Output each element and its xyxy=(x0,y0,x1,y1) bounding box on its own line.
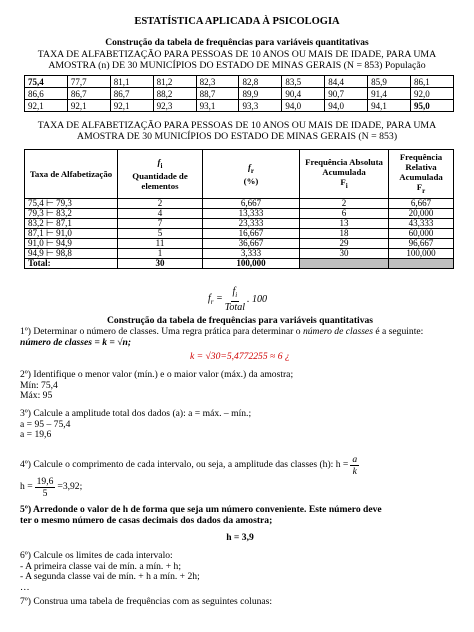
step-4: 4º) Calcule o comprimento de cada intervalo, ou seja, a amplitude das classes (h): h = $\frac{a}{k}$ xyxy=(20,454,358,477)
h-value: h = 3,9 xyxy=(226,532,254,543)
cell-Fi: 18 xyxy=(300,228,389,238)
step-3: 3º) Calcule a amplitude total dos dados (a): a = máx. – mín.; a = 95 – 75,4 a = 19,6 xyxy=(20,408,252,440)
raw-data-cell: 84,4 xyxy=(325,76,368,88)
section2-title: Construção da tabela de frequências para variáveis quantitativas xyxy=(106,315,374,326)
raw-data-cell: 81,1 xyxy=(110,76,153,88)
raw-data-cell: 82,3 xyxy=(196,76,239,88)
page-title: ESTATÍSTICA APLICADA À PSICOLOGIA xyxy=(134,16,340,27)
raw-data-row xyxy=(25,88,454,100)
raw-data-table xyxy=(24,75,454,112)
classes-calc: k = √30=5,4772255 ≈ 6 ¿ xyxy=(190,351,290,362)
table-row xyxy=(25,248,454,258)
cell-fi: 1 xyxy=(118,248,203,258)
caption-line: AMOSTRA (n) DE 30 MUNICÍPIOS DO ESTADO DE MINAS GERAIS (N = 853) População xyxy=(48,60,426,71)
cell-cls: 91,0 ⊢ 94,9 xyxy=(25,238,118,248)
col-header-class: Taxa de Alfabetização xyxy=(25,150,118,199)
step-2: 2º) Identifique o menor valor (mín.) e o maior valor (máx.) da amostra; Mín: 75,4 Máx: 95 xyxy=(20,369,294,401)
raw-data-cell: 92,0 xyxy=(411,88,454,100)
cell-fr: 13,333 xyxy=(203,208,300,218)
col-header-Fr: Frequência Relativa Acumulada $F_r$ xyxy=(389,150,454,199)
raw-data-cell: 86,1 xyxy=(411,76,454,88)
raw-data-cell: 94,1 xyxy=(368,100,411,112)
cell-Fi: 30 xyxy=(300,248,389,258)
cell-fr: 36,667 xyxy=(203,238,300,248)
col-header-Fi: Frequência Absoluta Acumulada $F_i$ xyxy=(300,150,389,199)
empty-cell xyxy=(389,258,454,268)
raw-data-cell: 88,7 xyxy=(196,88,239,100)
table-row xyxy=(25,208,454,218)
cell-fi: 5 xyxy=(118,228,203,238)
raw-data-cell: 94,0 xyxy=(325,100,368,112)
cell-cls: 87,1 ⊢ 91,0 xyxy=(25,228,118,238)
cell-Fi: 2 xyxy=(300,198,389,208)
h-calc: h = $\frac{19,6}{5}$ =3,92; xyxy=(20,476,83,499)
cell-Fr: 60,000 xyxy=(389,228,454,238)
cell-fr: 3,333 xyxy=(203,248,300,258)
table-row xyxy=(25,218,454,228)
raw-data-cell: 86,7 xyxy=(110,88,153,100)
raw-data-cell: 93,1 xyxy=(196,100,239,112)
total-fi: 30 xyxy=(118,258,203,268)
cell-Fr: 100,000 xyxy=(389,248,454,258)
raw-data-cell: 75,4 xyxy=(25,76,68,88)
table2-caption xyxy=(20,120,454,142)
raw-data-cell: 86,6 xyxy=(25,88,68,100)
cell-Fi: 6 xyxy=(300,208,389,218)
cell-fr: 23,333 xyxy=(203,218,300,228)
caption-line: TAXA DE ALFABETIZAÇÃO PARA PESSOAS DE 10 ANOS OU MAIS DE IDADE, PARA UMA xyxy=(37,120,437,131)
raw-data-cell: 90,7 xyxy=(325,88,368,100)
raw-data-cell: 94,0 xyxy=(282,100,325,112)
total-row xyxy=(25,258,454,268)
cell-Fr: 20,000 xyxy=(389,208,454,218)
raw-data-cell: 81,2 xyxy=(153,76,196,88)
cell-Fr: 6,667 xyxy=(389,198,454,208)
cell-Fr: 43,333 xyxy=(389,218,454,228)
raw-data-cell: 83,5 xyxy=(282,76,325,88)
cell-fr: 16,667 xyxy=(203,228,300,238)
frequency-table xyxy=(24,149,454,269)
table-row xyxy=(25,238,454,248)
raw-data-cell: 85,9 xyxy=(368,76,411,88)
total-label: Total: xyxy=(25,258,118,268)
step-7: 7º) Construa uma tabela de frequências com as seguintes colunas: xyxy=(20,596,273,607)
step-1: 1º) Determinar o número de classes. Uma regra prática para determinar o número de classes é a seguinte: número de classes = k = √n; xyxy=(20,327,460,348)
col-header-fi: $f_i$ Quantidade de elementos xyxy=(118,150,203,199)
cell-cls: 75,4 ⊢ 79,3 xyxy=(25,198,118,208)
cell-Fr: 96,667 xyxy=(389,238,454,248)
col-header-fr: $f_r$ (%) xyxy=(203,150,300,199)
cell-fi: 4 xyxy=(118,208,203,218)
total-fr: 100,000 xyxy=(203,258,300,268)
raw-data-cell: 90,4 xyxy=(282,88,325,100)
raw-data-cell: 92,1 xyxy=(67,100,110,112)
raw-data-row xyxy=(25,76,454,88)
raw-data-cell: 89,9 xyxy=(239,88,282,100)
raw-data-cell: 92,1 xyxy=(110,100,153,112)
cell-cls: 94,9 ⊢ 98,8 xyxy=(25,248,118,258)
caption-line: AMOSTRA DE 30 MUNICÍPIOS DO ESTADO DE MINAS GERAIS (N = 853) xyxy=(76,131,398,142)
classes-rule: número de classes = k = √n; xyxy=(20,336,132,348)
cell-cls: 83,2 ⊢ 87,1 xyxy=(25,218,118,228)
raw-data-cell: 77,7 xyxy=(67,76,110,88)
raw-data-cell: 92,1 xyxy=(25,100,68,112)
cell-fi: 2 xyxy=(118,198,203,208)
cell-fi: 7 xyxy=(118,218,203,228)
raw-data-cell: 82,8 xyxy=(239,76,282,88)
raw-data-cell: 92,3 xyxy=(153,100,196,112)
empty-cell xyxy=(300,258,389,268)
section-title: Construção da tabela de frequências para variáveis quantitativas xyxy=(105,38,369,48)
cell-fr: 6,667 xyxy=(203,198,300,208)
raw-data-cell: 91,4 xyxy=(368,88,411,100)
cell-fi: 11 xyxy=(118,238,203,248)
cell-cls: 79,3 ⊢ 83,2 xyxy=(25,208,118,218)
cell-Fi: 13 xyxy=(300,218,389,228)
raw-data-cell: 93,3 xyxy=(239,100,282,112)
table-row xyxy=(25,228,454,238)
relative-frequency-formula: $f_r$ = $\frac{f_i}{\text{Total}}$ . 100 xyxy=(208,286,267,313)
raw-data-cell: 88,2 xyxy=(153,88,196,100)
table1-caption xyxy=(20,49,454,71)
table-row xyxy=(25,198,454,208)
caption-line: TAXA DE ALFABETIZAÇÃO PARA PESSOAS DE 10 ANOS OU MAIS DE IDADE, PARA UMA xyxy=(37,49,437,60)
step-6: 6º) Calcule os limites de cada intervalo: - A primeira classe vai de mín. a mín. + h; - A segunda classe vai de mín. + h a mín. + 2h; … xyxy=(20,550,200,593)
raw-data-row xyxy=(25,100,454,112)
raw-data-cell: 95,0 xyxy=(411,100,454,112)
raw-data-cell: 86,7 xyxy=(67,88,110,100)
step-5: 5º) Arredonde o valor de h de forma que seja um número conveniente. Este número deve ter o mesmo número de casas decimais dos dados da amostra; xyxy=(20,504,382,526)
cell-Fi: 29 xyxy=(300,238,389,248)
